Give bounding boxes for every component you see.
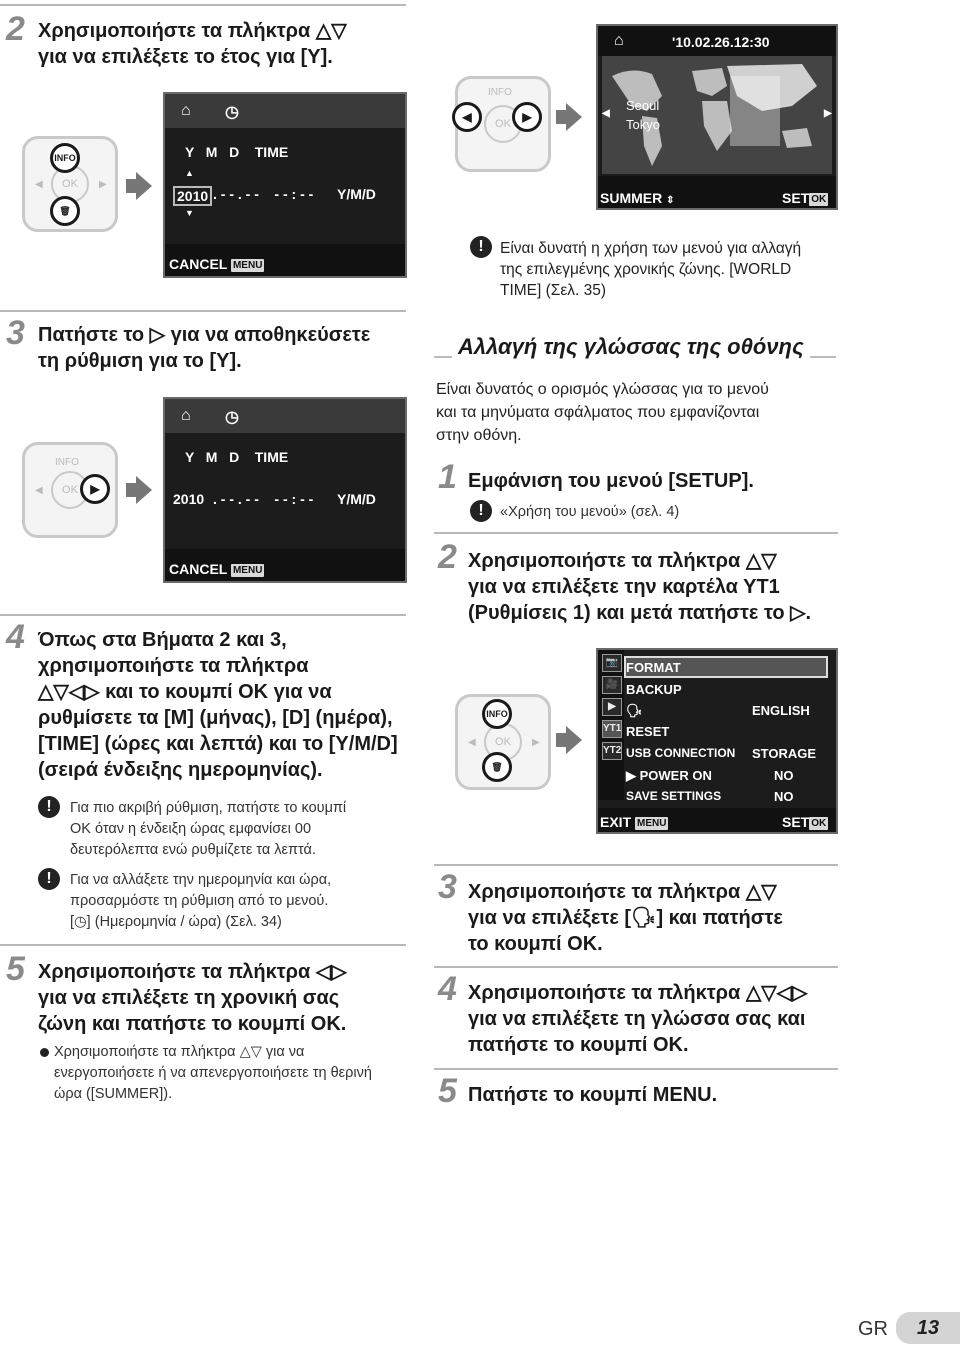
ok-button[interactable]: OK	[484, 105, 522, 143]
movie-tab-icon[interactable]: 🎥	[602, 676, 622, 694]
info-label: INFO	[55, 457, 79, 468]
camera-tab-icon[interactable]: 📷	[602, 654, 622, 672]
warning-icon: !	[470, 500, 492, 522]
date-format: Y/M/D	[337, 186, 376, 202]
step-number: 2	[6, 10, 25, 48]
trash-icon[interactable]: 🗑	[482, 752, 512, 782]
step-3-text: Πατήστε το ▷ για να αποθηκεύσετε τη ρύθμιση για το [Y].	[38, 324, 371, 372]
language-icon: 🗣	[626, 703, 643, 718]
warning-icon: !	[38, 868, 60, 890]
value-usb: STORAGE	[752, 746, 817, 761]
warning-icon: !	[470, 236, 492, 258]
date-format: Y/M/D	[337, 491, 376, 507]
menu-item-reset[interactable]: RESET	[626, 724, 670, 739]
info-button[interactable]: INFO	[50, 143, 80, 173]
menu-item-format[interactable]: FORMAT	[626, 660, 681, 675]
step-3-text: Χρησιμοποιήστε τα πλήκτρα △▽ για να επιλέξετε [🗣] και πατήστε το κουμπί OK.	[468, 881, 783, 955]
clock-icon: ◷	[225, 104, 239, 121]
rule	[434, 1068, 838, 1070]
flow-arrow-icon	[136, 172, 152, 200]
step-4-text: Χρησιμοποιήστε τα πλήκτρα △▽◁▷ για να επιλέξετε τη γλώσσα σας και πατήστε το κουμπί OK.	[468, 982, 808, 1056]
bullet-summer: Χρησιμοποιήστε τα πλήκτρα △▽ για να ενεργοποιήσετε ή να απενεργοποιήσετε τη θερινή ώρα ([SUMMER]).	[54, 1044, 372, 1102]
step-number: 4	[6, 618, 25, 656]
step-5-text: Χρησιμοποιήστε τα πλήκτρα ◁▷ για να επιλέξετε τη χρονική σας ζώνη και πατήστε το κουμπί OK.	[38, 961, 347, 1035]
note-seconds: Για πιο ακριβή ρύθμιση, πατήστε το κουμπί OK όταν η ένδειξη ώρας εμφανίσει 00 δευτερόλεπτα ενώ ρυθμίζετε τα λεπτά.	[70, 800, 347, 858]
year-value[interactable]: 2010	[173, 186, 212, 206]
date-screen	[163, 397, 407, 583]
step-number: 3	[6, 314, 25, 352]
right-arrow-icon: ▶	[824, 108, 832, 119]
column-labels: Y M D TIME	[185, 144, 289, 160]
note-world-time: Είναι δυνατή η χρήση των μενού για αλλαγή της επιλεγμένης χρονικής ζώνης. [WORLD TIME] (Σελ. 35)	[500, 240, 802, 299]
step-number: 5	[6, 950, 25, 988]
trash-icon[interactable]: 🗑	[50, 196, 80, 226]
right-key-button[interactable]: ▶	[512, 102, 542, 132]
world-time-screen	[596, 24, 838, 210]
clock-icon: ◷	[225, 409, 239, 426]
playback-tab-icon[interactable]: ▶	[602, 698, 622, 716]
right-key-button[interactable]: ▶	[80, 474, 110, 504]
left-arrow-icon: ◀	[35, 179, 43, 190]
right-arrow-icon: ▶	[532, 737, 540, 748]
setup2-tab-icon[interactable]: ΥΤ2	[602, 742, 622, 760]
section-body: Είναι δυνατός ο ορισμός γλώσσας για το μενού και τα μηνύματα σφάλματος που εμφανίζονται στην οθόνη.	[436, 381, 769, 444]
rule	[0, 614, 406, 616]
menu-badge: MENU	[232, 260, 263, 271]
ok-button[interactable]: OK	[484, 723, 522, 761]
rule	[0, 944, 406, 946]
bullet-icon	[40, 1048, 49, 1057]
left-arrow-icon: ◀	[35, 485, 43, 496]
flow-arrow-icon	[566, 726, 582, 754]
step-number: 3	[438, 868, 457, 906]
page-number: 13	[896, 1312, 960, 1344]
down-arrow-icon: ▼	[185, 208, 194, 218]
value-power-on: NO	[774, 768, 794, 783]
home-icon: ⌂	[181, 102, 191, 119]
ok-badge: OK	[811, 194, 827, 205]
setup1-tab-icon[interactable]: ΥΤ1	[602, 720, 622, 738]
column-labels: Y M D TIME	[185, 449, 289, 465]
rule	[434, 864, 838, 866]
note-menu-usage: «Χρήση του μενού» (σελ. 4)	[500, 504, 680, 520]
menu-item-save[interactable]: SAVE SETTINGS	[626, 789, 722, 803]
step-2-text: Χρησιμοποιήστε τα πλήκτρα △▽ για να επιλέξετε το έτος για [Y].	[38, 20, 347, 68]
set-label: SET OK	[782, 190, 827, 206]
step-number: 5	[438, 1072, 457, 1110]
date-rest[interactable]: . - - . - - - - : - -	[213, 491, 314, 507]
rule	[0, 310, 406, 312]
menu-item-backup[interactable]: BACKUP	[626, 682, 682, 697]
left-key-button[interactable]: ◀	[452, 102, 482, 132]
rule	[0, 4, 406, 6]
flow-arrow-icon	[136, 476, 152, 504]
up-arrow-icon: ▲	[185, 168, 194, 178]
home-icon: ⌂	[181, 407, 191, 424]
cancel-label: CANCEL MENU	[169, 256, 263, 272]
menu-badge: MENU	[232, 565, 263, 576]
date-screen	[163, 92, 407, 278]
section-title: Αλλαγή της γλώσσας της οθόνης	[452, 334, 810, 360]
menu-item-usb[interactable]: USB CONNECTION	[626, 746, 736, 760]
set-label: SET OK	[782, 814, 827, 830]
date-rest: . - - . - - - - : - -	[213, 186, 314, 202]
summer-label: SUMMER ⇕	[600, 190, 675, 206]
ok-badge: OK	[811, 818, 827, 829]
flow-arrow-icon	[566, 103, 582, 131]
step-5-text: Πατήστε το κουμπί MENU.	[468, 1084, 718, 1106]
map-icon	[602, 56, 832, 174]
world-datetime: '10.02.26.12:30	[672, 34, 770, 50]
right-arrow-icon: ▶	[99, 179, 107, 190]
cancel-label: CANCEL MENU	[169, 561, 263, 577]
menu-item-language[interactable]	[626, 703, 643, 719]
left-arrow-icon: ◀	[468, 737, 476, 748]
warning-icon: !	[38, 796, 60, 818]
note-date-change: Για να αλλάξετε την ημερομηνία και ώρα, προσαρμόστε τη ρύθμιση από το μενού. [◷] (Ημερομηνία / ώρα) (Σελ. 34)	[70, 872, 332, 930]
exit-label: EXIT MENU	[600, 814, 667, 830]
city-seoul: Seoul	[626, 98, 660, 113]
value-save: NO	[774, 789, 794, 804]
info-button[interactable]: INFO	[482, 699, 512, 729]
footer-lang: GR	[858, 1318, 888, 1340]
rule	[434, 966, 838, 968]
step-number: 2	[438, 538, 457, 576]
ok-button[interactable]: OK	[51, 471, 89, 509]
year-value: 2010	[173, 491, 205, 507]
menu-item-power-on[interactable]: ▶ POWER ON	[626, 768, 712, 783]
setup-menu-screen	[596, 648, 838, 834]
step-number: 4	[438, 970, 457, 1008]
rule	[434, 532, 838, 534]
step-number: 1	[438, 458, 457, 496]
step-2-text: Χρησιμοποιήστε τα πλήκτρα △▽ για να επιλέξετε την καρτέλα ΥΤ1 (Ρυθμίσεις 1) και μετά πατήστε το ▷.	[468, 550, 812, 624]
step-1-text: Εμφάνιση του μενού [SETUP].	[468, 470, 754, 492]
world-map	[602, 56, 832, 174]
city-tokyo: Tokyo	[626, 117, 660, 132]
value-language: ENGLISH	[752, 703, 810, 718]
menu-badge: MENU	[637, 818, 667, 829]
info-label: INFO	[488, 87, 512, 98]
ok-button[interactable]: OK	[51, 165, 89, 203]
step-4-text: Όπως στα Βήματα 2 και 3, χρησιμοποιήστε τα πλήκτρα △▽◁▷ και το κουμπί OK για να ρυθμίσετε τα [M] (μήνας), [D] (ημέρα), [TIME] (ώρες και λεπτά) και το [Y/M/D] (σειρά ένδειξης ημερομηνίας).	[38, 629, 398, 781]
left-arrow-icon: ◀	[602, 108, 610, 119]
home-icon: ⌂	[614, 32, 624, 49]
